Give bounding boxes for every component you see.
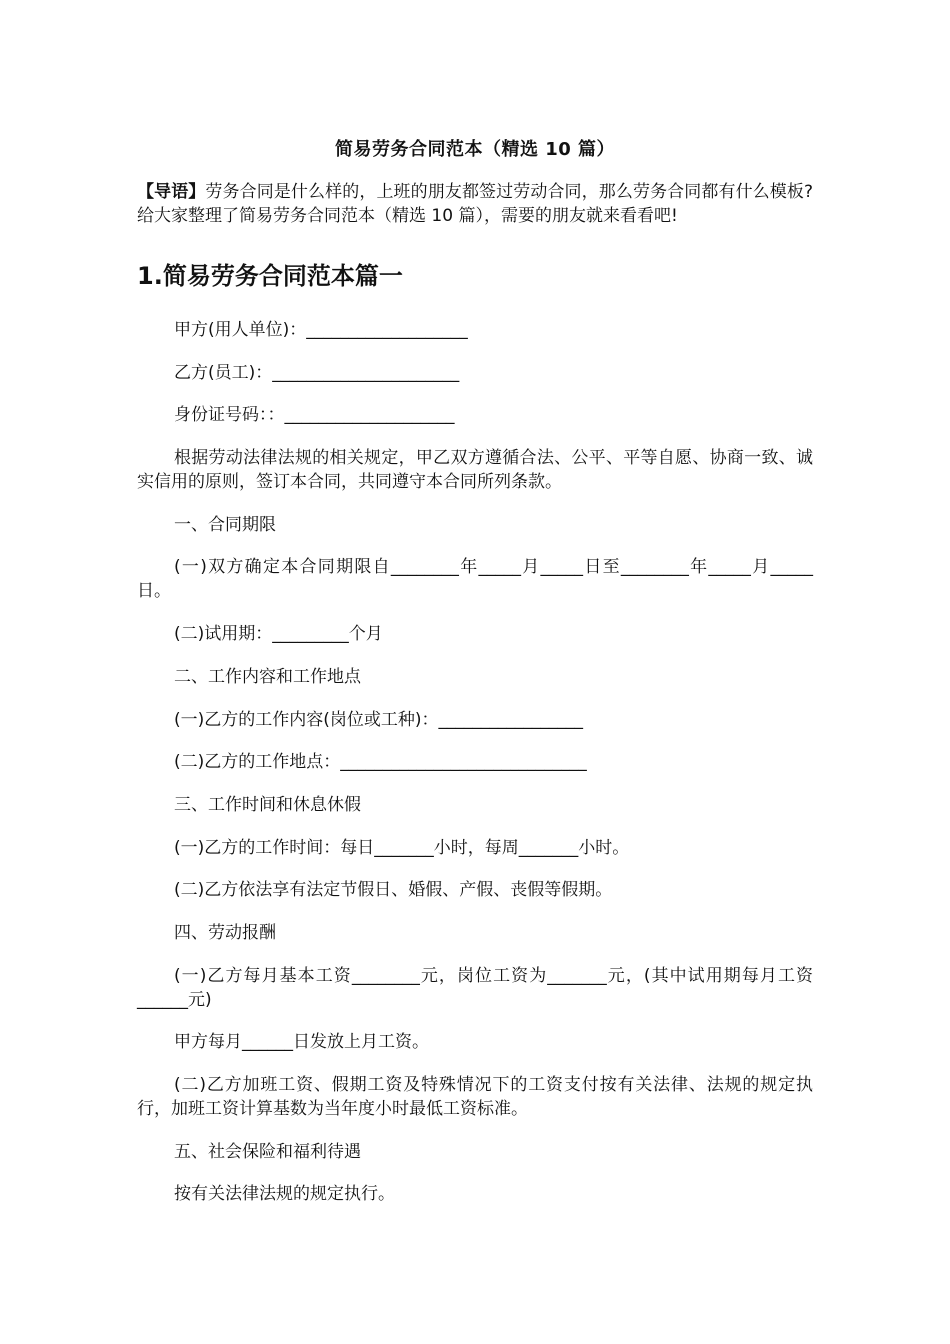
intro-paragraph	[137, 180, 813, 228]
document-body	[137, 136, 813, 1225]
clause-heading: 三、工作时间和休息休假	[174, 794, 361, 815]
clause-paragraph: (一)乙方的工作时间：每日_______小时，每周_______小时。	[174, 837, 630, 858]
clause-paragraph: (一)双方确定本合同期限自________年_____月_____日至________年_____月_____日。	[137, 557, 813, 602]
party-b-field: 乙方(员工)：______________________	[174, 362, 460, 383]
id-number-field: 身份证号码：：____________________	[174, 405, 455, 426]
clause-paragraph: 按有关法律法规的规定执行。	[174, 1184, 395, 1205]
intro-tag: 【导语】	[137, 182, 206, 202]
clause-paragraph: (二)乙方依法享有法定节假日、婚假、产假、丧假等假期。	[174, 880, 613, 901]
clause-paragraph: (二)乙方的工作地点：_____________________________	[174, 752, 587, 773]
clause-heading: 五、社会保险和福利待遇	[174, 1141, 361, 1162]
clause-heading: 四、劳动报酬	[174, 922, 276, 943]
clause-paragraph: (一)乙方每月基本工资________元，岗位工资为_______元，(其中试用期每月工资______元)	[137, 965, 813, 1010]
clause-paragraph: (一)乙方的工作内容(岗位或工种)：_________________	[174, 709, 584, 730]
clause-paragraph: (二)试用期：_________个月	[174, 624, 383, 645]
document-title: 简易劳务合同范本（精选 10 篇）	[334, 139, 616, 160]
clause-paragraph: 甲方每月______日发放上月工资。	[174, 1032, 429, 1053]
clause-heading: 二、工作内容和工作地点	[174, 666, 361, 687]
preamble-paragraph: 根据劳动法律法规的相关规定，甲乙双方遵循合法、公平、平等自愿、协商一致、诚实信用的原则，签订本合同，共同遵守本合同所列条款。	[137, 448, 813, 493]
clause-heading: 一、合同期限	[174, 514, 276, 535]
party-a-field: 甲方(用人单位)：___________________	[174, 320, 468, 340]
clause-paragraph: (二)乙方加班工资、假期工资及特殊情况下的工资支付按有关法律、法规的规定执行，加班工资计算基数为当年度小时最低工资标准。	[137, 1075, 813, 1119]
intro-text: 劳务合同是什么样的，上班的朋友都签过劳动合同，那么劳务合同都有什么模板?给大家整理了简易劳务合同范本（精选 10 篇），需要的朋友就来看看吧!	[137, 182, 814, 226]
section-heading: 1.简易劳务合同范本篇一	[137, 262, 403, 290]
